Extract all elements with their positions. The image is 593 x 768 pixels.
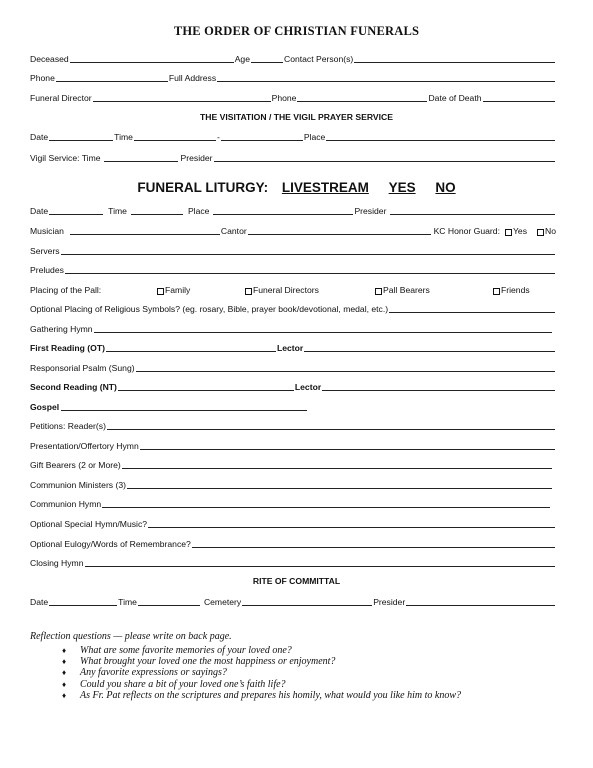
- diamond-bullet-icon: ♦: [62, 690, 67, 700]
- row-second-reading: [30, 380, 556, 392]
- visitation-date-label: Date: [30, 132, 49, 142]
- gathering-hymn-field[interactable]: [94, 324, 552, 333]
- musician-label: Musician: [30, 226, 64, 236]
- row-communion-hymn: [30, 497, 551, 509]
- servers-field[interactable]: [61, 246, 555, 255]
- pall-funeral-directors-checkbox[interactable]: [245, 288, 252, 295]
- visitation-heading: THE VISITATION / THE VIGIL PRAYER SERVICE: [200, 112, 393, 122]
- pall-bearers-label: Pall Bearers: [383, 285, 430, 295]
- contact-person-label: Contact Person(s): [284, 54, 354, 64]
- committal-presider-field[interactable]: [406, 597, 555, 606]
- closing-hymn-field[interactable]: [85, 558, 556, 567]
- special-hymn-field[interactable]: [148, 519, 555, 528]
- pall-funeral-directors-label: Funeral Directors: [253, 285, 319, 295]
- row-funeral-director: [30, 91, 556, 103]
- diamond-bullet-icon: ♦: [62, 646, 67, 655]
- liturgy-presider-field[interactable]: [390, 206, 555, 215]
- vigil-presider-label: Presider: [180, 153, 213, 163]
- preludes-label: Preludes: [30, 265, 64, 275]
- funeral-director-field[interactable]: [93, 93, 271, 102]
- pall-family-checkbox[interactable]: [157, 288, 164, 295]
- responsorial-psalm-field[interactable]: [136, 363, 555, 372]
- visitation-time-start-field[interactable]: [134, 132, 216, 141]
- presentation-hymn-label: Presentation/Offertory Hymn: [30, 441, 139, 451]
- visitation-place-label: Place: [303, 132, 326, 142]
- deceased-field[interactable]: [70, 54, 234, 63]
- contact-person-field[interactable]: [354, 54, 555, 63]
- cantor-label: Cantor: [220, 226, 247, 236]
- row-special-hymn: [30, 517, 556, 529]
- first-reading-field[interactable]: [106, 343, 276, 352]
- committal-presider-label: Presider: [373, 597, 406, 607]
- special-hymn-label: Optional Special Hymn/Music?: [30, 519, 148, 529]
- pall-friends-checkbox[interactable]: [493, 288, 500, 295]
- age-field[interactable]: [251, 54, 283, 63]
- kc-yes-checkbox[interactable]: [505, 229, 512, 236]
- diamond-bullet-icon: ♦: [62, 679, 67, 689]
- liturgy-place-field[interactable]: [213, 206, 353, 215]
- second-reading-field[interactable]: [118, 382, 294, 391]
- gathering-hymn-label: Gathering Hymn: [30, 324, 93, 334]
- eulogy-label: Optional Eulogy/Words of Remembrance?: [30, 539, 191, 549]
- second-lector-label: Lector: [294, 382, 322, 392]
- gospel-label: Gospel: [30, 402, 60, 412]
- first-lector-label: Lector: [276, 343, 304, 353]
- pall-funeral-directors-option[interactable]: [245, 285, 375, 295]
- committal-date-label: Date: [30, 597, 49, 607]
- committal-time-label: Time: [118, 597, 137, 607]
- committal-heading: RITE OF COMMITTAL: [252, 576, 341, 586]
- phone-field[interactable]: [56, 73, 168, 82]
- phone-label: Phone: [30, 73, 55, 83]
- row-placing-pall: [30, 283, 543, 295]
- vigil-service-time-label: Vigil Service: Time: [30, 153, 101, 163]
- cemetery-field[interactable]: [242, 597, 372, 606]
- gift-bearers-label: Gift Bearers (2 or More): [30, 460, 121, 470]
- reflection-question: ♦ Any favorite expressions or sayings?: [62, 667, 227, 679]
- kc-yes-option[interactable]: [505, 226, 527, 236]
- row-closing-hymn: [30, 556, 556, 568]
- row-vigil-service: [30, 151, 556, 163]
- liturgy-place-label: Place: [187, 206, 210, 216]
- kc-no-label: No: [545, 226, 556, 236]
- pall-bearers-checkbox[interactable]: [375, 288, 382, 295]
- row-preludes: [30, 263, 556, 275]
- livestream-no[interactable]: NO: [435, 180, 456, 195]
- row-responsorial-psalm: [30, 361, 556, 373]
- responsorial-psalm-label: Responsorial Psalm (Sung): [30, 363, 135, 373]
- committal-time-field[interactable]: [138, 597, 200, 606]
- vigil-presider-field[interactable]: [214, 153, 555, 162]
- row-gospel: [30, 400, 308, 412]
- diamond-bullet-icon: ♦: [62, 657, 67, 667]
- row-musician: [30, 224, 556, 236]
- communion-hymn-label: Communion Hymn: [30, 499, 102, 509]
- liturgy-date-label: Date: [30, 206, 49, 216]
- presentation-hymn-field[interactable]: [140, 441, 555, 450]
- row-committal: [30, 595, 556, 607]
- placing-pall-label: Placing of the Pall:: [30, 285, 102, 295]
- liturgy-presider-label: Presider: [354, 206, 387, 216]
- row-gathering-hymn: [30, 322, 553, 334]
- vigil-service-time-field[interactable]: [104, 153, 178, 162]
- cemetery-label: Cemetery: [203, 597, 242, 607]
- row-communion-ministers: [30, 478, 553, 490]
- kc-no-option[interactable]: [537, 226, 556, 236]
- reflection-list: [62, 645, 461, 701]
- pall-bearers-option[interactable]: [375, 285, 493, 295]
- servers-label: Servers: [30, 246, 60, 256]
- pall-family-option[interactable]: [157, 285, 245, 295]
- committal-date-field[interactable]: [49, 597, 117, 606]
- religious-symbols-label: Optional Placing of Religious Symbols? (eg. rosary, Bible, prayer book/devotional, medal, etc.): [30, 304, 389, 314]
- row-gift-bearers: [30, 458, 553, 470]
- kc-no-checkbox[interactable]: [537, 229, 544, 236]
- communion-hymn-field[interactable]: [102, 499, 550, 508]
- religious-symbols-field[interactable]: [389, 304, 555, 313]
- musician-field[interactable]: [70, 226, 220, 235]
- age-label: Age: [234, 54, 250, 64]
- reflection-question: ♦ What brought your loved one the most happiness or enjoyment?: [62, 656, 336, 668]
- communion-ministers-label: Communion Ministers (3): [30, 480, 126, 490]
- reflection-intro: Reflection questions — please write on back page.: [30, 631, 232, 642]
- petitions-label: Petitions: Reader(s): [30, 421, 106, 431]
- row-deceased: [30, 52, 556, 64]
- livestream-yes[interactable]: YES: [388, 180, 416, 195]
- row-servers: [30, 244, 556, 256]
- diamond-bullet-icon: ♦: [62, 668, 67, 678]
- visitation-place-field[interactable]: [326, 132, 555, 141]
- petitions-field[interactable]: [107, 421, 555, 430]
- row-visitation-date: [30, 130, 556, 142]
- visitation-time-label: Time: [114, 132, 133, 142]
- kc-honor-guard-label: KC Honor Guard:: [433, 226, 500, 236]
- time-dash: -: [216, 132, 220, 142]
- deceased-label: Deceased: [30, 54, 69, 64]
- pall-friends-option[interactable]: [493, 285, 530, 295]
- visitation-time-end-field[interactable]: [221, 132, 303, 141]
- visitation-date-field[interactable]: [49, 132, 113, 141]
- pall-friends-label: Friends: [501, 285, 530, 295]
- reflection-question: ♦ As Fr. Pat reflects on the scriptures and prepares his homily, what would you like him to know?: [62, 689, 461, 701]
- gift-bearers-field[interactable]: [122, 460, 552, 469]
- row-phone: [30, 71, 556, 83]
- communion-ministers-field[interactable]: [127, 480, 552, 489]
- liturgy-date-field[interactable]: [49, 206, 103, 215]
- row-first-reading: [30, 341, 556, 353]
- kc-yes-label: Yes: [512, 226, 527, 236]
- row-religious-symbols: [30, 302, 556, 314]
- liturgy-label: FUNERAL LITURGY:: [137, 180, 269, 195]
- first-reading-label: First Reading (OT): [30, 343, 105, 353]
- gospel-field[interactable]: [61, 402, 307, 411]
- director-phone-label: Phone: [271, 93, 297, 103]
- livestream-label: LIVESTREAM: [281, 180, 369, 195]
- second-reading-label: Second Reading (NT): [30, 382, 117, 392]
- funeral-director-label: Funeral Director: [30, 93, 92, 103]
- liturgy-time-field[interactable]: [131, 206, 183, 215]
- pall-family-label: Family: [165, 285, 191, 295]
- row-petitions: [30, 419, 556, 431]
- reflection-question: ♦ Could you share a bit of your loved one’s faith life?: [62, 678, 286, 690]
- funeral-liturgy-heading: [0, 180, 593, 195]
- form-title: THE ORDER OF CHRISTIAN FUNERALS: [173, 24, 420, 38]
- row-presentation-hymn: [30, 439, 556, 451]
- closing-hymn-label: Closing Hymn: [30, 558, 84, 568]
- eulogy-field[interactable]: [192, 539, 555, 548]
- row-eulogy: [30, 537, 556, 549]
- second-lector-field[interactable]: [322, 382, 555, 391]
- cantor-field[interactable]: [248, 226, 431, 235]
- liturgy-time-label: Time: [108, 206, 127, 216]
- preludes-field[interactable]: [65, 265, 555, 274]
- first-lector-field[interactable]: [304, 343, 555, 352]
- date-of-death-label: Date of Death: [428, 93, 482, 103]
- row-liturgy-date: [30, 204, 556, 216]
- reflection-question: ♦ What are some favorite memories of your loved one?: [62, 645, 292, 656]
- full-address-field[interactable]: [217, 73, 555, 82]
- date-of-death-field[interactable]: [483, 93, 556, 102]
- full-address-label: Full Address: [168, 73, 217, 83]
- director-phone-field[interactable]: [297, 93, 427, 102]
